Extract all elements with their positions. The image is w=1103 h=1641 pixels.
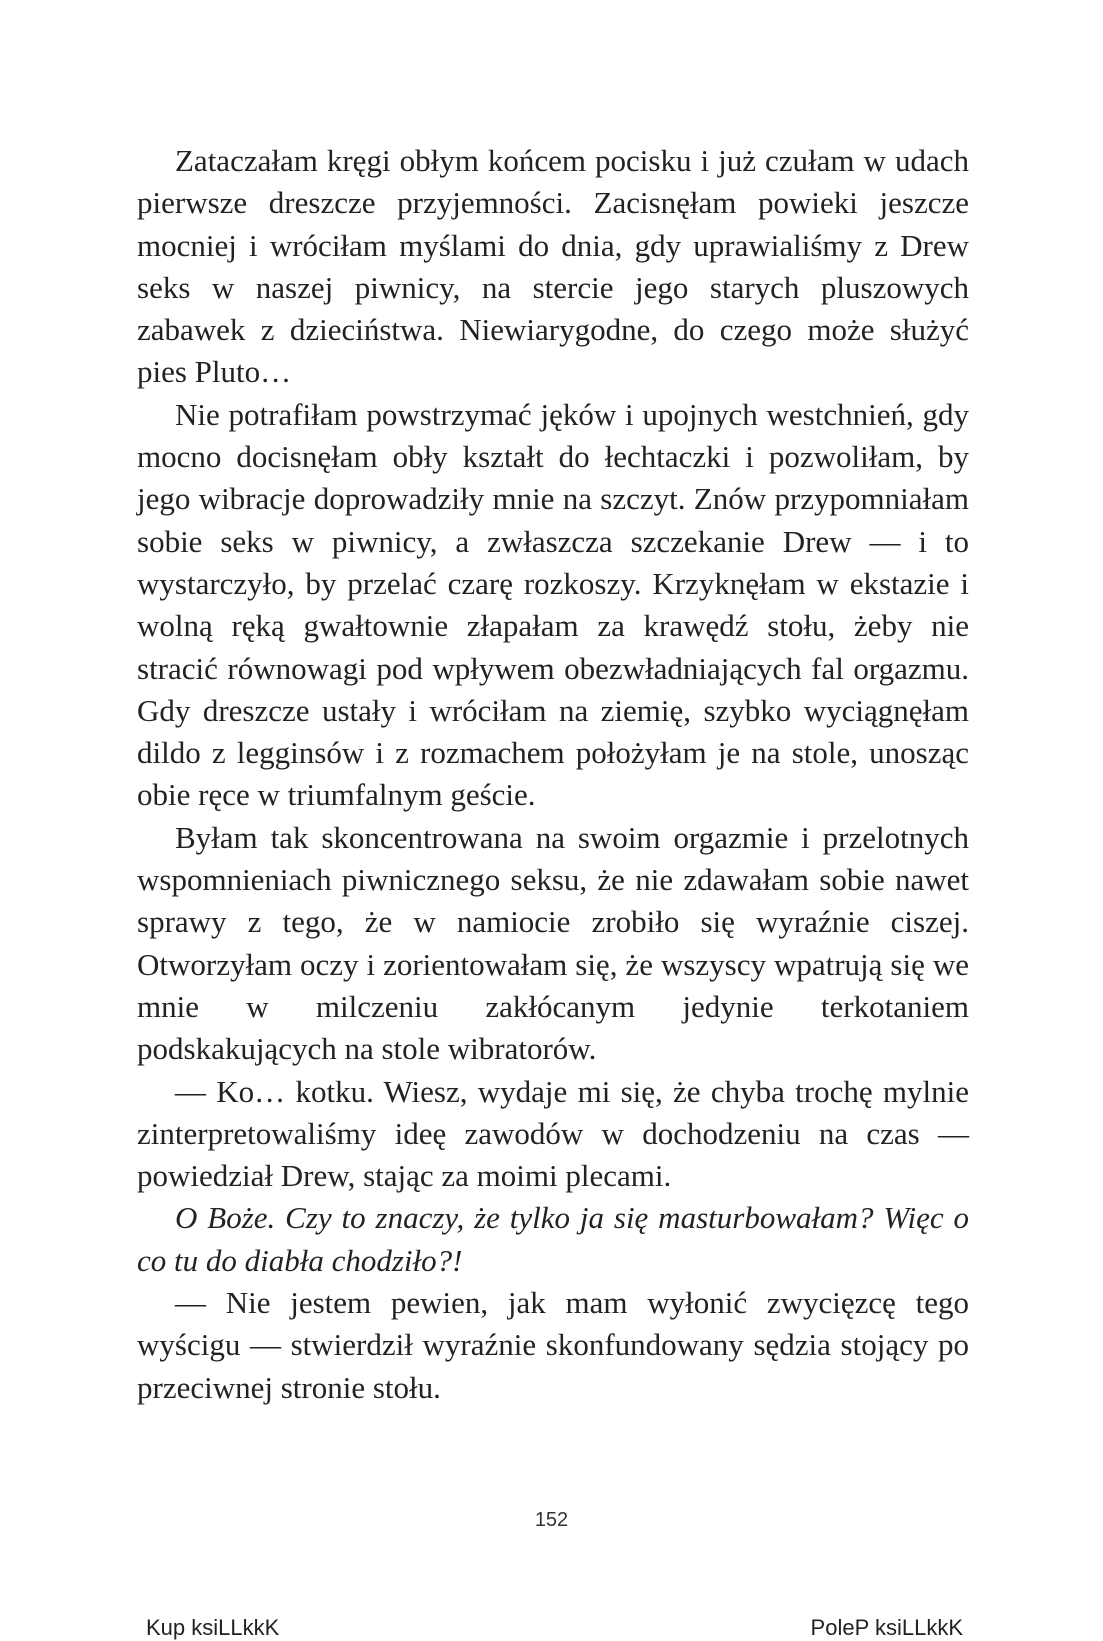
dialogue-paragraph: — Nie jestem pewien, jak mam wyłonić zwycięzcę tego wyścigu — stwierdził wyraźnie skonfundowany sędzia stojący po przeciwnej stronie stołu. [137,1285,969,1405]
inner-thought-paragraph: O Boże. Czy to znaczy, że tylko ja się masturbowałam? Więc o co tu do diabła chodziło?! [137,1200,969,1278]
paragraph: Byłam tak skoncentrowana na swoim orgazmie i przelotnych wspomnieniach piwnicznego seksu, że nie zdawałam sobie nawet sprawy z tego, że w namiocie zrobiło się wyraźnie ciszej. Otworzyłam oczy i zorientowałam się, że wszyscy wpatrują się we mnie w milczeniu zakłócanym jedynie terkotaniem podskakujących na stole wibratorów. [137,819,969,1067]
paragraph: Nie potrafiłam powstrzymać jęków i upojnych westchnień, gdy mocno docisnęłam obły kształt do łechtaczki i pozwoliłam, by jego wibracje doprowadziły mnie na szczyt. Znów przypomniałam sobie seks w piwnicy, a zwłaszcza szczekanie Drew — i to wystarczyło, by przelać czarę rozkoszy. Krzyknęłam w ekstazie i wolną ręką gwałtownie złapałam za krawędź stołu, żeby nie stracić równowagi pod wpływem obezwładniających fal orgazmu. Gdy dreszcze ustały i wróciłam na ziemię, szybko wyciągnęłam dildo z legginsów i z rozmachem położyłam je na stole, unosząc obie ręce w triumfalnym geście. [137,396,969,813]
paragraph: Zataczałam kręgi obłym końcem pocisku i już czułam w udach pierwsze dreszcze przyjemności. Zacisnęłam powieki jeszcze mocniej i wróciłam myślami do dnia, gdy uprawialiśmy z Drew seks w naszej piwnicy, na stercie jego starych pluszowych zabawek z dzieciństwa. Niewiarygodne, do czego może służyć pies Pluto… [137,143,969,390]
page-number: 152 [534,1509,569,1531]
body-text [137,140,969,1409]
dialogue-paragraph: — Ko… kotku. Wiesz, wydaje mi się, że chyba trochę mylnie zinterpretowaliśmy ideę zawodów w dochodzeniu na czas — powiedział Drew, stając za moimi plecami. [137,1073,969,1194]
buy-book-link[interactable]: Kup ksiLLkkK [146,1615,280,1640]
recommend-book-link[interactable]: PoleP ksiLLkkK [810,1615,963,1640]
